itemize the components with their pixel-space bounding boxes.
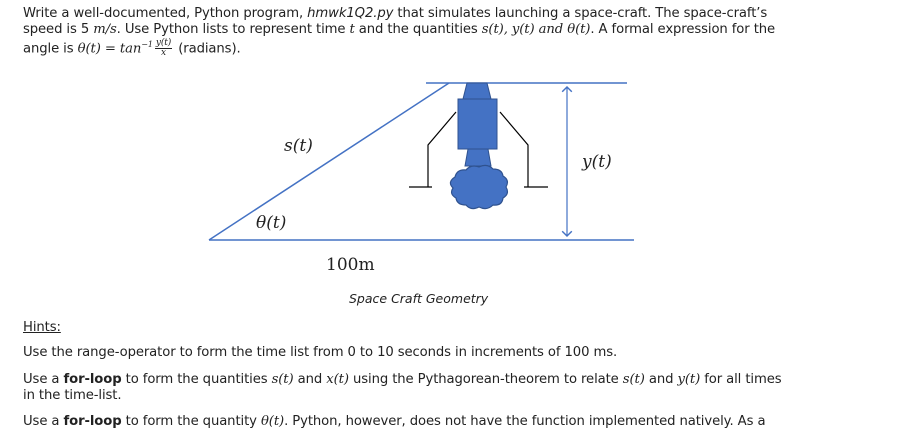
label-base: 100m xyxy=(326,255,375,275)
hint-text: to form the quantities xyxy=(121,372,272,387)
filename: hmwk1Q2.py xyxy=(307,6,394,21)
intro-text: that simulates launching a space-craft. The space-craft’s xyxy=(393,6,768,21)
math-t: t xyxy=(349,21,355,37)
hint-2-line-2: in the time-list. xyxy=(23,387,122,403)
rocket-nozzle xyxy=(465,149,491,166)
fraction-denominator: x xyxy=(161,47,166,58)
left-leg xyxy=(428,112,456,187)
label-y: y(t) xyxy=(582,152,612,172)
rocket xyxy=(409,83,548,209)
math-theta-eq: θ(t) = tan xyxy=(77,41,142,57)
hint-3 xyxy=(23,414,765,430)
math-s: s(t) xyxy=(271,372,294,387)
figure-caption: Space Craft Geometry xyxy=(349,291,489,306)
math-quantities: s(t), y(t) and θ(t) xyxy=(481,21,591,37)
hints-heading xyxy=(23,320,61,336)
hint-text: and xyxy=(293,372,327,387)
rocket-nose xyxy=(463,83,491,99)
fraction-numerator: y(t) xyxy=(155,37,172,48)
hint-text: for all times xyxy=(700,372,782,387)
hints-title: Hints: xyxy=(23,320,61,335)
intro-text: speed is 5 xyxy=(23,21,94,37)
intro-text: . Use Python lists to represent time xyxy=(116,21,350,37)
exhaust-cloud xyxy=(450,165,507,208)
hint-text: and xyxy=(644,372,678,387)
hint-2-line-1 xyxy=(23,372,782,388)
math-s: s(t) xyxy=(622,372,645,387)
hint-text: Use a xyxy=(23,372,64,387)
label-theta: θ(t) xyxy=(256,213,287,233)
hint-1: Use the range-operator to form the time list from 0 to 10 seconds in increments of 100 ms. xyxy=(23,345,618,360)
math-y: y(t) xyxy=(677,372,701,387)
hint-keyword: for-loop xyxy=(63,414,122,429)
hypotenuse-line xyxy=(209,83,449,240)
right-leg xyxy=(500,112,528,187)
intro-text: (radians). xyxy=(174,41,241,57)
hint-text: Use a xyxy=(23,414,64,429)
hint-text: using the Pythagorean-theorem to relate xyxy=(348,372,623,387)
speed-unit: m/s xyxy=(93,21,117,37)
intro-text: angle is xyxy=(23,41,78,57)
math-theta: θ(t) xyxy=(260,414,285,429)
hint-text: . Python, however, does not have the function implemented natively. As a xyxy=(284,414,766,429)
math-exponent: −1 xyxy=(141,40,153,49)
intro-text: . A formal expression for the xyxy=(590,21,776,37)
rocket-body xyxy=(458,99,497,149)
math-x: x(t) xyxy=(326,372,349,387)
hint-text: to form the quantity xyxy=(121,414,261,429)
hint-2 xyxy=(23,372,782,403)
label-s: s(t) xyxy=(284,136,313,156)
hint-keyword: for-loop xyxy=(63,372,122,387)
intro-text: Write a well-documented, Python program, xyxy=(23,6,308,21)
intro-text: and the quantities xyxy=(354,21,482,37)
